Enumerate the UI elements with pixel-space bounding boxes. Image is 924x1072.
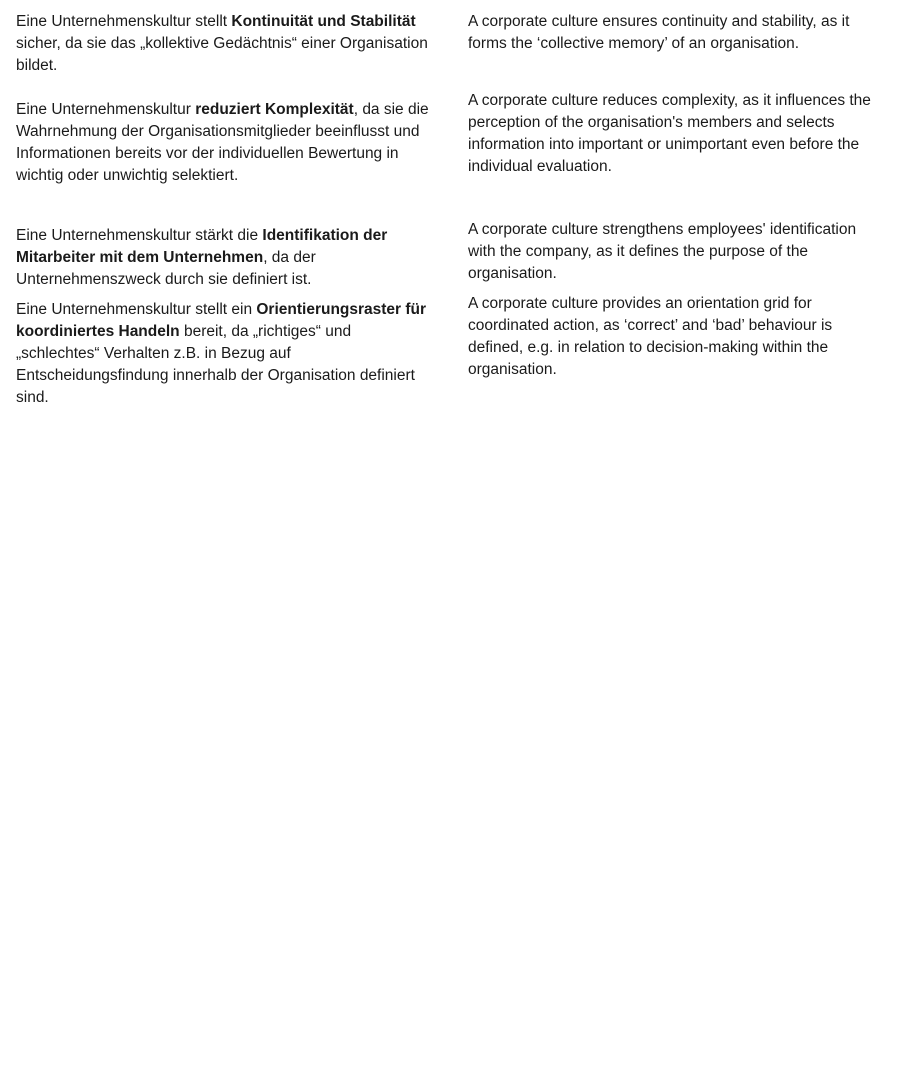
english-paragraph-identification: A corporate culture strengthens employees' identification with the company, as it defines the purpose of the organisation. (468, 221, 857, 282)
german-text: , da der Unternehmenszweck durch sie definiert ist. (16, 249, 316, 288)
english-paragraph-continuity: A corporate culture ensures continuity and stability, as it forms the ‘collective memory’ of an organisation. (468, 13, 850, 52)
german-text: Eine Unternehmenskultur stärkt die (16, 227, 263, 244)
german-bold-term: Kontinuität und Stabilität (231, 13, 416, 30)
german-bold-term: Identifikation der Mitarbeiter mit dem Unternehmen (16, 227, 388, 266)
german-text: sicher, da sie das „kollektive Gedächtnis“ einer Organisation bildet. (16, 35, 428, 74)
german-bold-term: reduziert Komplexität (195, 101, 354, 118)
german-text: bereit, da „richtiges“ und „schlechtes“ Verhalten z.B. in Bezug auf Entscheidungsfindung innerhalb der Organisation definiert sind. (16, 323, 415, 406)
german-bold-term: Orientierungsraster für koordiniertes Handeln (16, 301, 427, 340)
german-text: , da sie die Wahrnehmung der Organisationsmitglieder beeinflusst und Informationen bereits vor der individuellen Bewertung in wichtig oder unwichtig selektiert. (16, 101, 429, 184)
english-paragraph-orientation: A corporate culture provides an orientation grid for coordinated action, as ‘correct’ and ‘bad’ behaviour is defined, e.g. in relation to decision-making within the organisation. (468, 295, 833, 378)
german-text: Eine Unternehmenskultur (16, 101, 196, 118)
german-paragraph-orientation (16, 299, 436, 406)
german-text: Eine Unternehmenskultur stellt ein (16, 301, 257, 318)
german-paragraph-identification (16, 225, 436, 291)
german-text: Eine Unternehmenskultur stellt (16, 13, 232, 30)
german-paragraph-continuity (16, 11, 436, 77)
german-paragraph-complexity (16, 99, 436, 187)
english-paragraph-complexity: A corporate culture reduces complexity, as it influences the perception of the organisation's members and selects information into important or unimportant even before the individual evaluation. (468, 92, 871, 175)
